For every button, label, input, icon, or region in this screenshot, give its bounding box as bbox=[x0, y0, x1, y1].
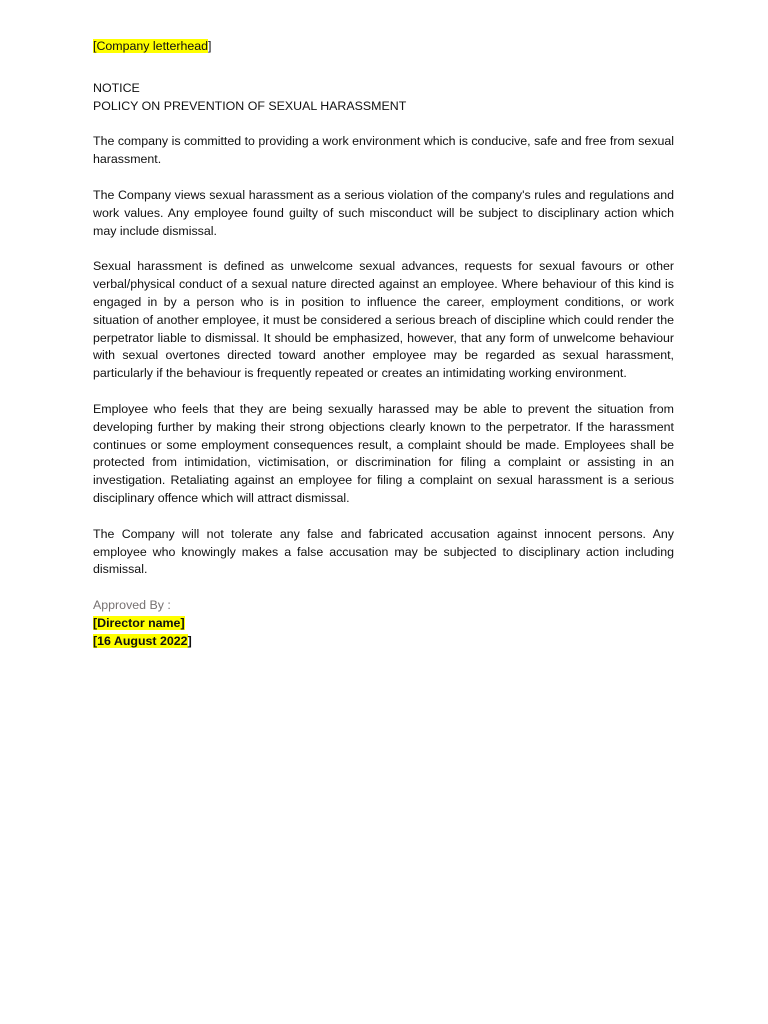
letterhead-bracket-close: ] bbox=[208, 39, 212, 53]
notice-heading bbox=[93, 80, 674, 116]
notice-label: NOTICE bbox=[93, 80, 140, 95]
approval-date-highlight: [16 August 2022 bbox=[93, 633, 188, 648]
letterhead-highlight bbox=[93, 39, 208, 53]
paragraph-false-accusation: The Company will not tolerate any false and fabricated accusation against innocent persons. Any employee who knowingly makes a false accusation may be subjected to disciplinary action including dismissal. bbox=[93, 526, 674, 577]
document-page bbox=[93, 38, 674, 651]
letterhead-bracket-open: [ bbox=[93, 39, 97, 53]
letterhead-text: Company letterhead bbox=[96, 39, 209, 53]
paragraph-definition: Sexual harassment is defined as unwelcome sexual advances, requests for sexual favours or other verbal/physical conduct of a sexual nature directed against an employee. Where behaviour of this kind is engaged in by a person who is in position to influence the career, employment conditions, or work situation of another employee, it must be considered a serious breach of discipline which could render the perpetrator liable to dismissal. It should be emphasized, however, that any form of unwelcome behaviour with sexual overtones directed toward another employee may be regarded as sexual harassment, particularly if the behaviour is frequently repeated or creates an intimidating working environment. bbox=[93, 259, 674, 381]
approval-block bbox=[93, 597, 674, 650]
director-name-highlight: [Director name] bbox=[93, 615, 185, 630]
paragraph-commitment: The company is committed to providing a work environment which is conducive, safe and free from sexual harassment. bbox=[93, 134, 674, 167]
director-name-placeholder bbox=[93, 615, 674, 633]
approved-by-label: Approved By : bbox=[93, 598, 171, 613]
company-letterhead-placeholder bbox=[93, 38, 674, 56]
approval-date-placeholder bbox=[93, 633, 674, 651]
approval-date-bracket-close: ] bbox=[187, 633, 192, 648]
paragraph-complaint: Employee who feels that they are being sexually harassed may be able to prevent the situation from developing further by making their strong objections clearly known to the perpetrator. If the harassment continues or some employment consequences result, a complaint should be made. Employees shall be protected from intimidation, victimisation, or discrimination for filing a complaint or assisting in an investigation. Retaliating against an employee for filing a complaint on sexual harassment is a serious disciplinary offence which will attract dismissal. bbox=[93, 401, 674, 505]
policy-title: POLICY ON PREVENTION OF SEXUAL HARASSMENT bbox=[93, 98, 407, 113]
paragraph-violation: The Company views sexual harassment as a serious violation of the company's rules and regulations and work values. Any employee found guilty of such misconduct will be subject to disciplinary action which may include dismissal. bbox=[93, 187, 674, 238]
